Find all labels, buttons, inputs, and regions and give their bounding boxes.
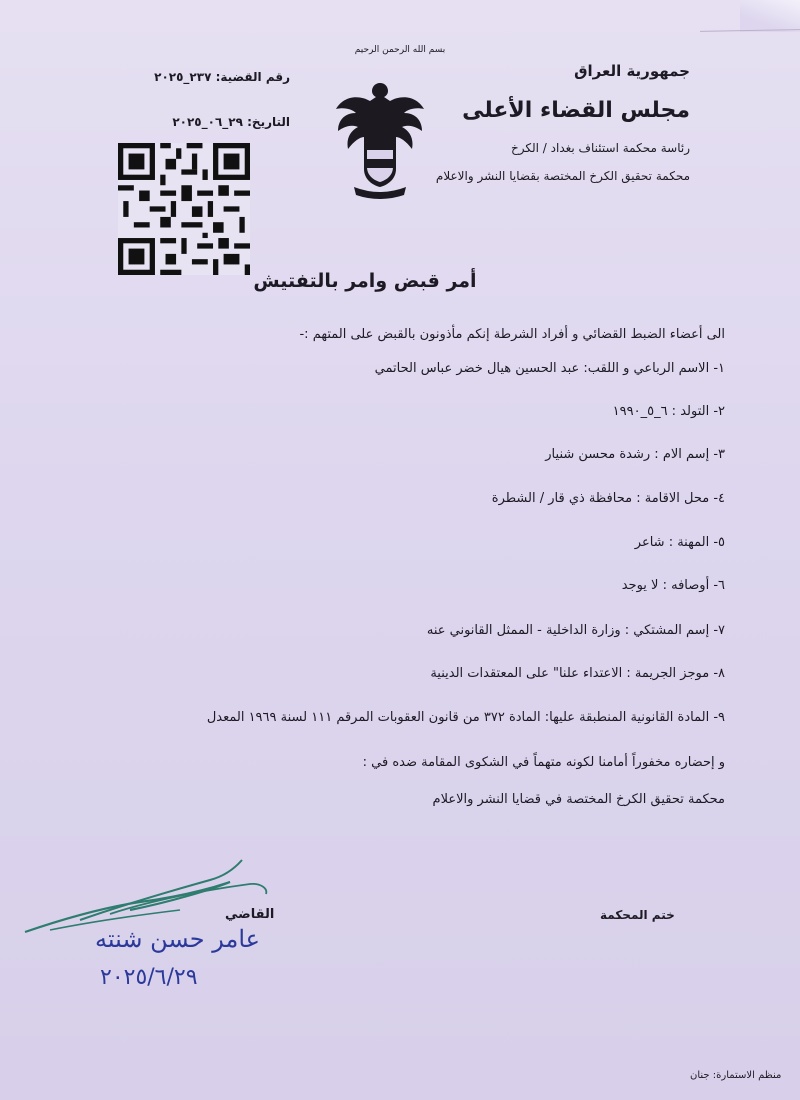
item-crime-summary: ٨- موجز الجريمة : الاعتداء علنا" على المعتقدات الدينية: [430, 666, 725, 681]
case-date: التاريخ: ٢٩_٠٦_٢٠٢٥: [172, 115, 290, 129]
handwritten-date: ٢٠٢٥/٦/٢٩: [100, 965, 198, 990]
item-birth-date: ٢- التولد : ٦_٥_١٩٩٠: [612, 404, 725, 419]
item-residence: ٤- محل الاقامة : محافظة ذي قار / الشطرة: [491, 491, 725, 506]
item-description: ٦- أوصافه : لا يوجد: [621, 578, 725, 593]
court-presidency: رئاسة محكمة استئناف بغداد / الكرخ: [510, 141, 690, 155]
intro-line: الى أعضاء الضبط القضائي و أفراد الشرطة إنكم مأذونون بالقبض على المتهم :-: [299, 327, 725, 342]
basmala: بسم الله الرحمن الرحيم: [354, 45, 446, 55]
form-preparer: منظم الاستمارة: جنان: [690, 1070, 782, 1081]
case-number: رقم القضية: ٢٣٧_٢٠٢٥: [154, 70, 290, 84]
item-complainant: ٧- إسم المشتكي : وزارة الداخلية - الممثل القانوني عنه: [426, 623, 725, 638]
order-title: أمر قبض وامر بالتفتيش: [253, 270, 477, 292]
page-fold: [740, 0, 800, 32]
item-full-name: ١- الاسم الرباعي و اللقب: عبد الحسين هيال خضر عباس الحاتمي: [374, 361, 725, 376]
iraq-eagle-emblem: [330, 65, 430, 205]
closing-line-2: محكمة تحقيق الكرخ المختصة في قضايا النشر والاعلام: [432, 792, 725, 807]
court-name: محكمة تحقيق الكرخ المختصة بقضايا النشر والاعلام: [435, 169, 690, 183]
judge-name: عامر حسن شنته: [95, 925, 260, 953]
item-profession: ٥- المهنة : شاعر: [634, 535, 725, 550]
item-legal-article: ٩- المادة القانونية المنطبقة عليها: المادة ٣٧٢ من قانون العقوبات المرقم ١١١ لسنة ١٩٦٩ المعدل: [206, 710, 725, 725]
qr-code: [118, 143, 250, 275]
council-name: مجلس القضاء الأعلى: [462, 98, 690, 123]
item-mother-name: ٣- إسم الام : رشدة محسن شنيار: [545, 447, 725, 462]
judge-label: القاضي: [225, 907, 275, 922]
closing-line-1: و إحضاره مخفوراً أمامنا لكونه متهماً في الشكوى المقامة ضده في :: [362, 755, 725, 770]
republic-name: جمهورية العراق: [574, 62, 690, 80]
court-stamp-label: ختم المحكمة: [600, 908, 675, 922]
